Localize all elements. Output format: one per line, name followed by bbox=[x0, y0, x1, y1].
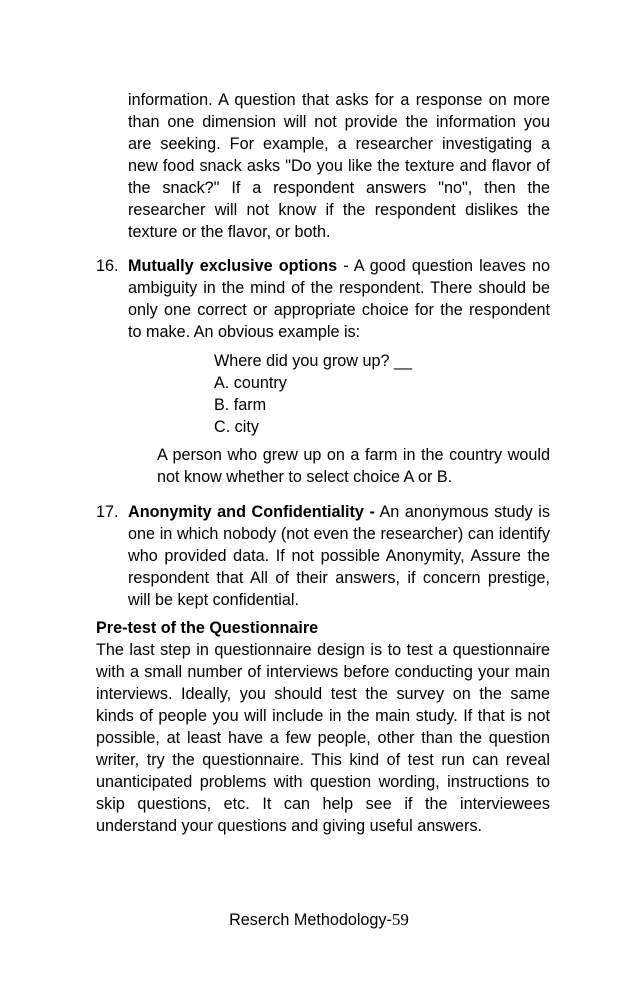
page-footer bbox=[0, 909, 638, 931]
example-question-block bbox=[214, 350, 514, 438]
list-item-17 bbox=[96, 501, 550, 611]
item-text: An anonymous study is one in which nobody (not even the researcher) can identify who provided data. If not possible Anonymity, Assure the respondent that All of their answers, if concern prestige, will be kept confidential. bbox=[128, 503, 551, 609]
option-b: B. farm bbox=[214, 396, 267, 414]
option-a: A. country bbox=[214, 374, 287, 392]
book-title: Reserch Methodology- bbox=[229, 911, 392, 929]
item-term: Mutually exclusive options bbox=[128, 257, 338, 275]
option-c: C. city bbox=[214, 418, 259, 436]
section-heading: Pre-test of the Questionnaire bbox=[96, 619, 319, 637]
item-body bbox=[128, 501, 550, 611]
example-question: Where did you grow up? __ bbox=[214, 352, 412, 370]
item-body bbox=[128, 255, 550, 343]
item-number: 17. bbox=[96, 503, 119, 521]
item-text: - A good question leaves no ambiguity in the mind of the respondent. There should be only one correct or appropriate choice for the respondent to make. An obvious example is: bbox=[128, 257, 550, 341]
section-paragraph: The last step in questionnaire design is to test a questionnaire with a small number of interviews before conducting your main interviews. Ideally, you should test the survey on the same kinds of people you will include in the main study. If that is not possible, at least have a few people, other than the question writer, try the questionnaire. This kind of test run can reveal unanticipated problems with question wording, instructions to skip questions, etc. It can help see if the interviewees understand your questions and giving useful answers. bbox=[96, 641, 550, 835]
page-number: 59 bbox=[391, 910, 409, 929]
item-number: 16. bbox=[96, 257, 119, 275]
continuation-paragraph: information. A question that asks for a response on more than one dimension will not provide the information you are seeking. For example, a researcher investigating a new food snack asks "Do you like the texture and flavor of the snack?" If a respondent answers "no", then the researcher will not know if the respondent dislikes the texture or the flavor, or both. bbox=[128, 91, 550, 241]
item-term: Anonymity and Confidentiality - bbox=[128, 503, 375, 521]
list-item-16 bbox=[96, 255, 550, 343]
example-note: A person who grew up on a farm in the country would not know whether to select choice A or B. bbox=[157, 446, 550, 486]
